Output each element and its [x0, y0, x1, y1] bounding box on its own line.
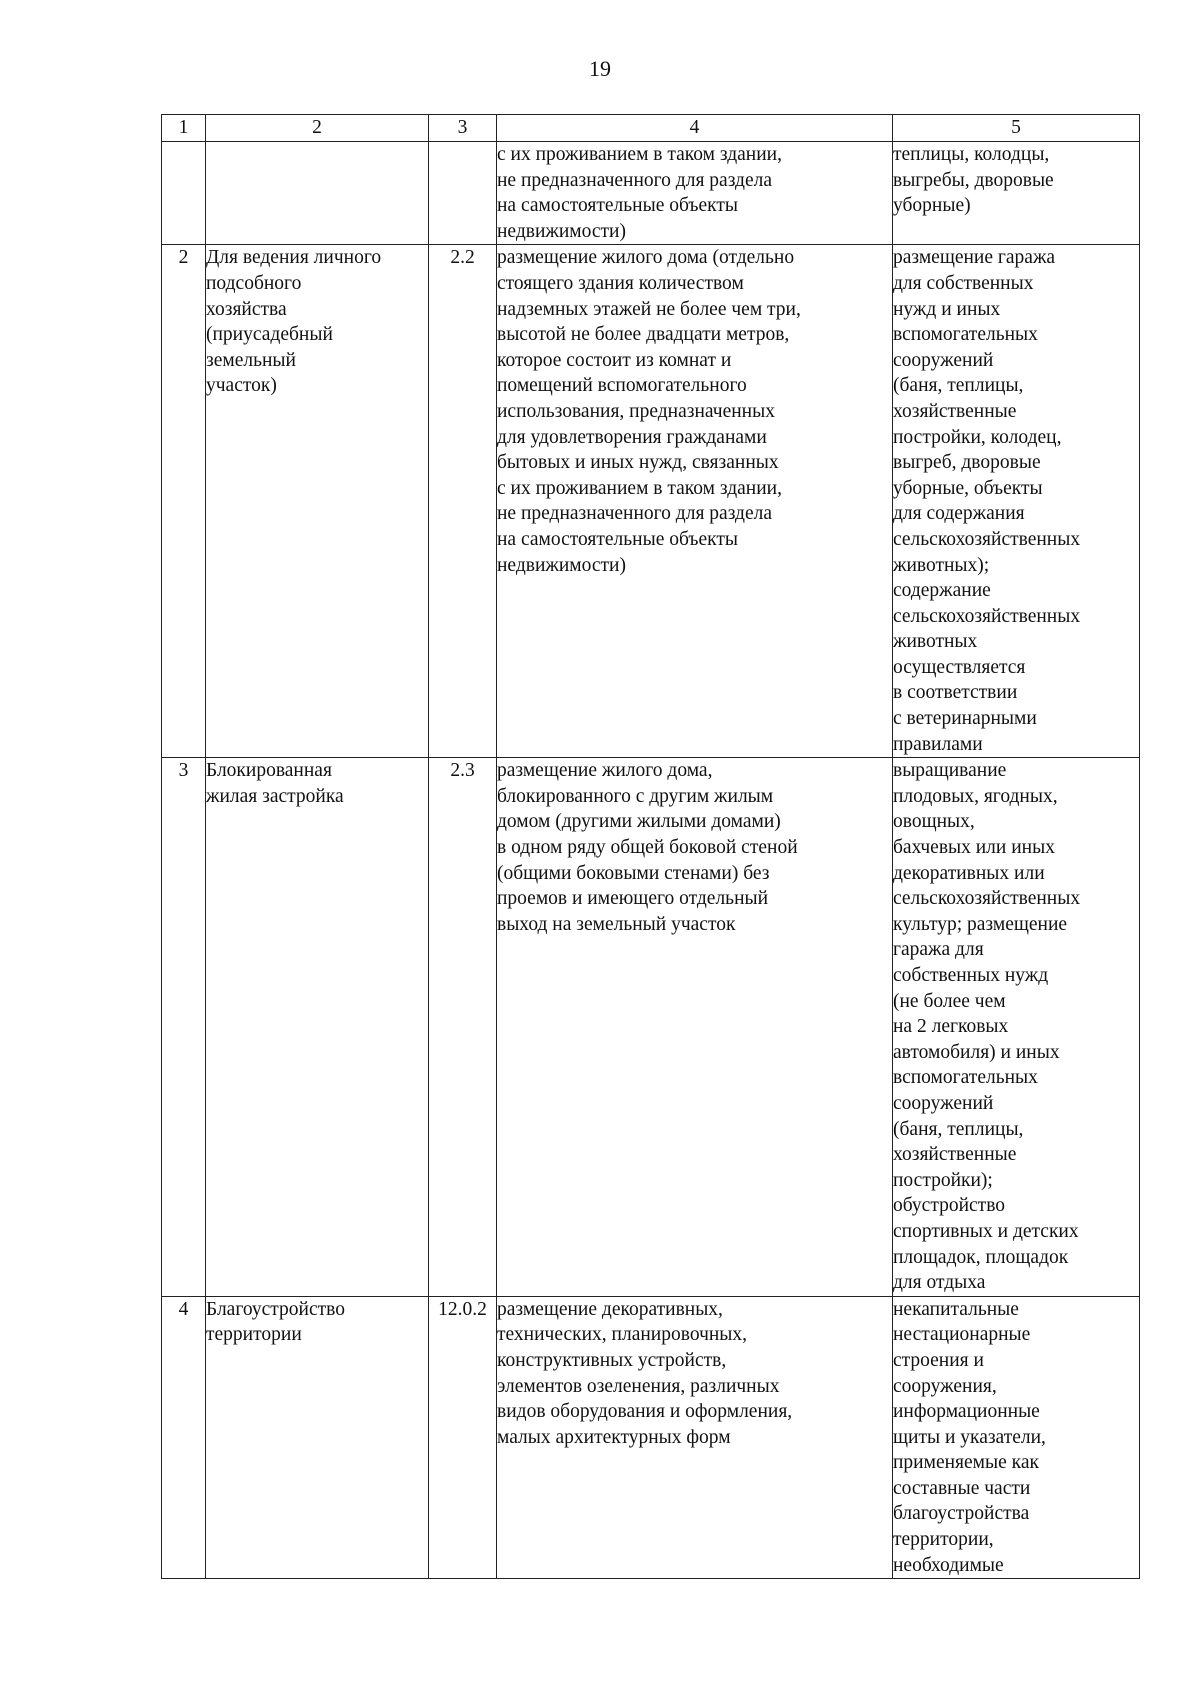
description-cell-line: конструктивных устройств, [497, 1349, 727, 1371]
auxiliary-uses-cell-line: декоративных или [893, 862, 1045, 884]
description-cell-line: для удовлетворения гражданами [497, 426, 767, 448]
auxiliary-uses-cell-line: выгребы, дворовые [893, 169, 1054, 191]
land-use-code-cell: 2.2 [429, 245, 497, 758]
column-header-4: 4 [497, 115, 893, 142]
row-number-cell: 3 [162, 758, 206, 1296]
description-cell-line: помещений вспомогательного [497, 375, 747, 397]
auxiliary-uses-cell-line: вспомогательных [893, 1067, 1038, 1089]
table-row [162, 1296, 1140, 1579]
description-cell-line: проемов и имеющего отдельный [497, 888, 769, 910]
land-use-name-cell-line: жилая застройка [206, 785, 344, 807]
land-use-table [161, 114, 1140, 1579]
table-row [162, 142, 1140, 245]
auxiliary-uses-cell-line: для собственных [893, 272, 1034, 294]
description-cell-line: недвижимости) [497, 220, 626, 242]
auxiliary-uses-cell-line: (не более чем [893, 990, 1006, 1012]
auxiliary-uses-cell [893, 758, 1140, 1296]
auxiliary-uses-cell-line: для содержания [893, 503, 1025, 525]
land-use-name-cell-line: участок) [206, 375, 277, 397]
auxiliary-uses-cell-line: сооружений [893, 1092, 994, 1114]
land-use-code-cell: 2.3 [429, 758, 497, 1296]
row-number-cell: 4 [162, 1296, 206, 1579]
description-cell [497, 142, 893, 245]
auxiliary-uses-cell-line: для отдыха [893, 1272, 986, 1294]
auxiliary-uses-cell-line: территории, [893, 1529, 994, 1551]
auxiliary-uses-cell-line: хозяйственные [893, 400, 1017, 422]
auxiliary-uses-cell-line: постройки); [893, 1169, 993, 1191]
auxiliary-uses-cell-line: выгреб, дворовые [893, 452, 1041, 474]
description-cell-line: технических, планировочных, [497, 1324, 748, 1346]
land-use-name-cell-line: Блокированная [206, 760, 332, 782]
auxiliary-uses-cell-line: уборные) [893, 195, 971, 217]
table-row [162, 758, 1140, 1296]
description-cell-line: размещение декоративных, [497, 1298, 723, 1320]
auxiliary-uses-cell-line: гаража для [893, 939, 984, 961]
description-cell-line: не предназначенного для раздела [497, 503, 773, 525]
auxiliary-uses-cell [893, 1296, 1140, 1579]
description-cell-line: которое состоит из комнат и [497, 349, 732, 371]
description-cell-line: (общими боковыми стенами) без [497, 862, 770, 884]
land-use-name-cell [206, 245, 429, 758]
land-use-name-cell-line: (приусадебный [206, 324, 333, 346]
auxiliary-uses-cell-line: (баня, теплицы, [893, 1118, 1024, 1140]
land-use-name-cell [206, 142, 429, 245]
description-cell-line: на самостоятельные объекты [497, 528, 738, 550]
page-number: 19 [589, 56, 611, 81]
description-cell-line: выход на земельный участок [497, 913, 736, 935]
auxiliary-uses-cell-line: плодовых, ягодных, [893, 785, 1058, 807]
auxiliary-uses-cell-line: сооружения, [893, 1375, 997, 1397]
auxiliary-uses-cell-line: содержание [893, 580, 991, 602]
description-cell-line: надземных этажей не более чем три, [497, 298, 801, 320]
auxiliary-uses-cell-line: бахчевых или иных [893, 837, 1055, 859]
auxiliary-uses-cell-line: спортивных и детских [893, 1220, 1079, 1242]
description-cell-line: с их проживанием в таком здании, [497, 477, 782, 499]
land-use-name-cell-line: подсобного [206, 272, 302, 294]
column-header-1: 1 [162, 115, 206, 142]
auxiliary-uses-cell-line: животных); [893, 554, 990, 576]
auxiliary-uses-cell-line: необходимые [893, 1554, 1004, 1576]
land-use-name-cell-line: территории [206, 1324, 302, 1346]
auxiliary-uses-cell-line: применяемые как [893, 1452, 1039, 1474]
auxiliary-uses-cell-line: благоустройства [893, 1503, 1030, 1525]
description-cell-line: видов оборудования и оформления, [497, 1401, 793, 1423]
auxiliary-uses-cell-line: сельскохозяйственных [893, 528, 1081, 550]
description-cell [497, 758, 893, 1296]
auxiliary-uses-cell-line: нужд и иных [893, 298, 1001, 320]
auxiliary-uses-cell-line: собственных нужд [893, 965, 1049, 986]
land-use-name-cell [206, 1296, 429, 1579]
table-row [162, 245, 1140, 758]
auxiliary-uses-cell-line: овощных, [893, 811, 975, 833]
auxiliary-uses-cell-line: строения и [893, 1349, 984, 1371]
description-cell-line: на самостоятельные объекты [497, 195, 738, 217]
table-body [162, 142, 1140, 1579]
land-use-code-cell [429, 142, 497, 245]
auxiliary-uses-cell [893, 245, 1140, 758]
description-cell-line: с их проживанием в таком здании, [497, 144, 782, 165]
description-cell-line: недвижимости) [497, 554, 626, 576]
auxiliary-uses-cell-line: животных [893, 631, 978, 653]
auxiliary-uses-cell-line: уборные, объекты [893, 477, 1043, 499]
auxiliary-uses-cell-line: обустройство [893, 1195, 1006, 1217]
column-header-2: 2 [206, 115, 429, 142]
description-cell-line: домом (другими жилыми домами) [497, 811, 781, 833]
auxiliary-uses-cell-line: информационные [893, 1401, 1040, 1423]
header-row [162, 115, 1140, 142]
auxiliary-uses-cell-line: теплицы, колодцы, [893, 144, 1050, 165]
auxiliary-uses-cell-line: сельскохозяйственных [893, 605, 1081, 627]
description-cell-line: бытовых и иных нужд, связанных [497, 452, 779, 474]
description-cell-line: высотой не более двадцати метров, [497, 324, 790, 346]
description-cell-line: не предназначенного для раздела [497, 169, 773, 191]
auxiliary-uses-cell-line: сельскохозяйственных [893, 888, 1081, 910]
auxiliary-uses-cell-line: постройки, колодец, [893, 426, 1062, 448]
auxiliary-uses-cell-line: некапитальные [893, 1298, 1019, 1320]
description-cell-line: малых архитектурных форм [497, 1426, 731, 1448]
land-use-name-cell-line: Благоустройство [206, 1298, 345, 1320]
auxiliary-uses-cell-line: составные части [893, 1477, 1031, 1499]
description-cell-line: блокированного с другим жилым [497, 785, 774, 807]
auxiliary-uses-cell-line: с ветеринарными [893, 708, 1037, 730]
land-use-name-cell-line: земельный [206, 349, 296, 371]
row-number-cell [162, 142, 206, 245]
auxiliary-uses-cell-line: осуществляется [893, 656, 1026, 678]
description-cell-line: использования, предназначенных [497, 400, 775, 422]
land-use-name-cell-line: Для ведения личного [206, 247, 382, 269]
auxiliary-uses-cell-line: сооружений [893, 349, 994, 371]
auxiliary-uses-cell [893, 142, 1140, 245]
description-cell-line: стоящего здания количеством [497, 272, 744, 294]
auxiliary-uses-cell-line: правилами [893, 733, 983, 755]
auxiliary-uses-cell-line: нестационарные [893, 1324, 1031, 1346]
land-use-name-cell [206, 758, 429, 1296]
land-use-name-cell-line: хозяйства [206, 298, 287, 320]
row-number-cell: 2 [162, 245, 206, 758]
land-use-code-cell: 12.0.2 [429, 1296, 497, 1579]
auxiliary-uses-cell-line: автомобиля) и иных [893, 1041, 1060, 1063]
auxiliary-uses-cell-line: выращивание [893, 760, 1007, 782]
description-cell-line: элементов озеленения, различных [497, 1375, 780, 1397]
auxiliary-uses-cell-line: размещение гаража [893, 247, 1056, 269]
description-cell [497, 245, 893, 758]
auxiliary-uses-cell-line: щиты и указатели, [893, 1426, 1046, 1448]
description-cell-line: размещение жилого дома (отдельно [497, 247, 795, 269]
auxiliary-uses-cell-line: (баня, теплицы, [893, 375, 1024, 397]
auxiliary-uses-cell-line: вспомогательных [893, 324, 1038, 346]
auxiliary-uses-cell-line: на 2 легковых [893, 1016, 1009, 1038]
column-header-5: 5 [893, 115, 1140, 142]
column-header-3: 3 [429, 115, 497, 142]
description-cell-line: в одном ряду общей боковой стеной [497, 837, 798, 859]
description-cell-line: размещение жилого дома, [497, 760, 713, 782]
auxiliary-uses-cell-line: площадок, площадок [893, 1246, 1069, 1268]
description-cell [497, 1296, 893, 1579]
auxiliary-uses-cell-line: в соответствии [893, 682, 1018, 704]
auxiliary-uses-cell-line: культур; размещение [893, 913, 1068, 935]
auxiliary-uses-cell-line: хозяйственные [893, 1144, 1017, 1166]
